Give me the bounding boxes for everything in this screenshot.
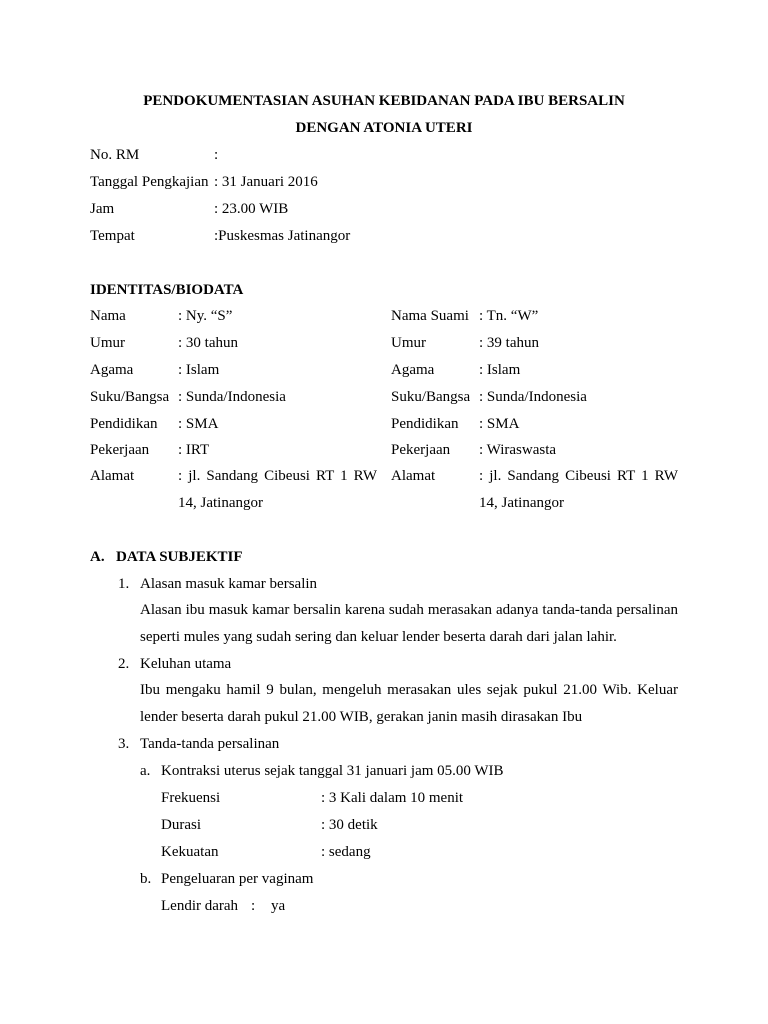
suami-label-pekerjaan: Pekerjaan xyxy=(391,442,451,458)
lendir-darah-colon: : xyxy=(251,898,256,914)
durasi-label: Durasi xyxy=(161,817,201,833)
ibu-value-pekerjaan: : IRT xyxy=(178,442,210,458)
suami-value-alamat-cont: 14, Jatinangor xyxy=(479,495,564,511)
item-3b-text: Pengeluaran per vaginam xyxy=(161,871,314,887)
item-1-number: 1. xyxy=(118,576,130,592)
ibu-label-nama: Nama xyxy=(90,308,126,324)
suami-value-pekerjaan: : Wiraswasta xyxy=(479,442,557,458)
ibu-label-agama: Agama xyxy=(90,362,134,378)
ibu-label-suku: Suku/Bangsa xyxy=(90,389,170,405)
document-title-line-1: PENDOKUMENTASIAN ASUHAN KEBIDANAN PADA IBU BERSALIN xyxy=(143,93,625,109)
ibu-label-alamat: Alamat xyxy=(90,468,135,484)
suami-label-pendidikan: Pendidikan xyxy=(391,416,459,432)
header-label-tempat: Tempat xyxy=(90,228,135,244)
item-2-line-1: Ibu mengaku hamil 9 bulan, mengeluh merasakan ules sejak pukul 21.00 Wib. Keluar xyxy=(140,682,678,698)
ibu-value-umur: : 30 tahun xyxy=(178,335,238,351)
suami-value-umur: : 39 tahun xyxy=(479,335,539,351)
suami-value-pendidikan: : SMA xyxy=(479,416,520,432)
ibu-label-umur: Umur xyxy=(90,335,125,351)
header-value-no-rm: : xyxy=(214,147,219,163)
suami-label-alamat: Alamat xyxy=(391,468,436,484)
item-3-title: Tanda-tanda persalinan xyxy=(140,736,280,752)
item-1-line-2: seperti mules yang sudah sering dan keluar lender beserta darah dari jalan lahir. xyxy=(140,629,617,645)
suami-label-agama: Agama xyxy=(391,362,435,378)
item-3b-marker: b. xyxy=(140,871,152,887)
durasi-value: : 30 detik xyxy=(321,817,378,833)
document-title-line-2: DENGAN ATONIA UTERI xyxy=(295,120,473,136)
item-3a-marker: a. xyxy=(140,763,151,779)
header-value-tanggal: : 31 Januari 2016 xyxy=(214,174,318,190)
identitas-heading: IDENTITAS/BIODATA xyxy=(90,282,244,298)
header-value-tempat: :Puskesmas Jatinangor xyxy=(214,228,351,244)
kekuatan-label: Kekuatan xyxy=(161,844,219,860)
ibu-value-alamat: : jl. Sandang Cibeusi RT 1 RW xyxy=(178,468,377,484)
item-3-number: 3. xyxy=(118,736,130,752)
suami-value-nama: : Tn. “W” xyxy=(479,308,539,324)
section-a-heading: DATA SUBJEKTIF xyxy=(116,549,243,565)
lendir-darah-value: ya xyxy=(271,898,286,914)
suami-label-nama: Nama Suami xyxy=(391,308,469,324)
item-2-line-2: lender beserta darah pukul 21.00 WIB, gerakan janin masih dirasakan Ibu xyxy=(140,709,583,725)
ibu-value-suku: : Sunda/Indonesia xyxy=(178,389,286,405)
ibu-value-agama: : Islam xyxy=(178,362,220,378)
kekuatan-value: : sedang xyxy=(321,844,371,860)
suami-value-agama: : Islam xyxy=(479,362,521,378)
suami-label-umur: Umur xyxy=(391,335,426,351)
ibu-label-pekerjaan: Pekerjaan xyxy=(90,442,150,458)
frekuensi-label: Frekuensi xyxy=(161,790,221,806)
ibu-value-pendidikan: : SMA xyxy=(178,416,219,432)
header-label-no-rm: No. RM xyxy=(90,147,140,163)
ibu-value-alamat-cont: 14, Jatinangor xyxy=(178,495,263,511)
item-2-title: Keluhan utama xyxy=(140,656,232,672)
item-1-line-1: Alasan ibu masuk kamar bersalin karena sudah merasakan adanya tanda-tanda persalinan xyxy=(140,602,678,618)
header-label-tanggal: Tanggal Pengkajian xyxy=(90,174,209,190)
header-label-jam: Jam xyxy=(90,201,115,217)
header-value-jam: : 23.00 WIB xyxy=(214,201,289,217)
section-a-marker: A. xyxy=(90,549,105,565)
item-1-title: Alasan masuk kamar bersalin xyxy=(140,576,318,592)
lendir-darah-label: Lendir darah xyxy=(161,898,239,914)
item-2-number: 2. xyxy=(118,656,130,672)
suami-value-alamat: : jl. Sandang Cibeusi RT 1 RW xyxy=(479,468,678,484)
ibu-value-nama: : Ny. “S” xyxy=(178,308,233,324)
ibu-label-pendidikan: Pendidikan xyxy=(90,416,158,432)
suami-label-suku: Suku/Bangsa xyxy=(391,389,471,405)
frekuensi-value: : 3 Kali dalam 10 menit xyxy=(321,790,464,806)
item-3a-text: Kontraksi uterus sejak tanggal 31 januari jam 05.00 WIB xyxy=(161,763,504,779)
suami-value-suku: : Sunda/Indonesia xyxy=(479,389,587,405)
